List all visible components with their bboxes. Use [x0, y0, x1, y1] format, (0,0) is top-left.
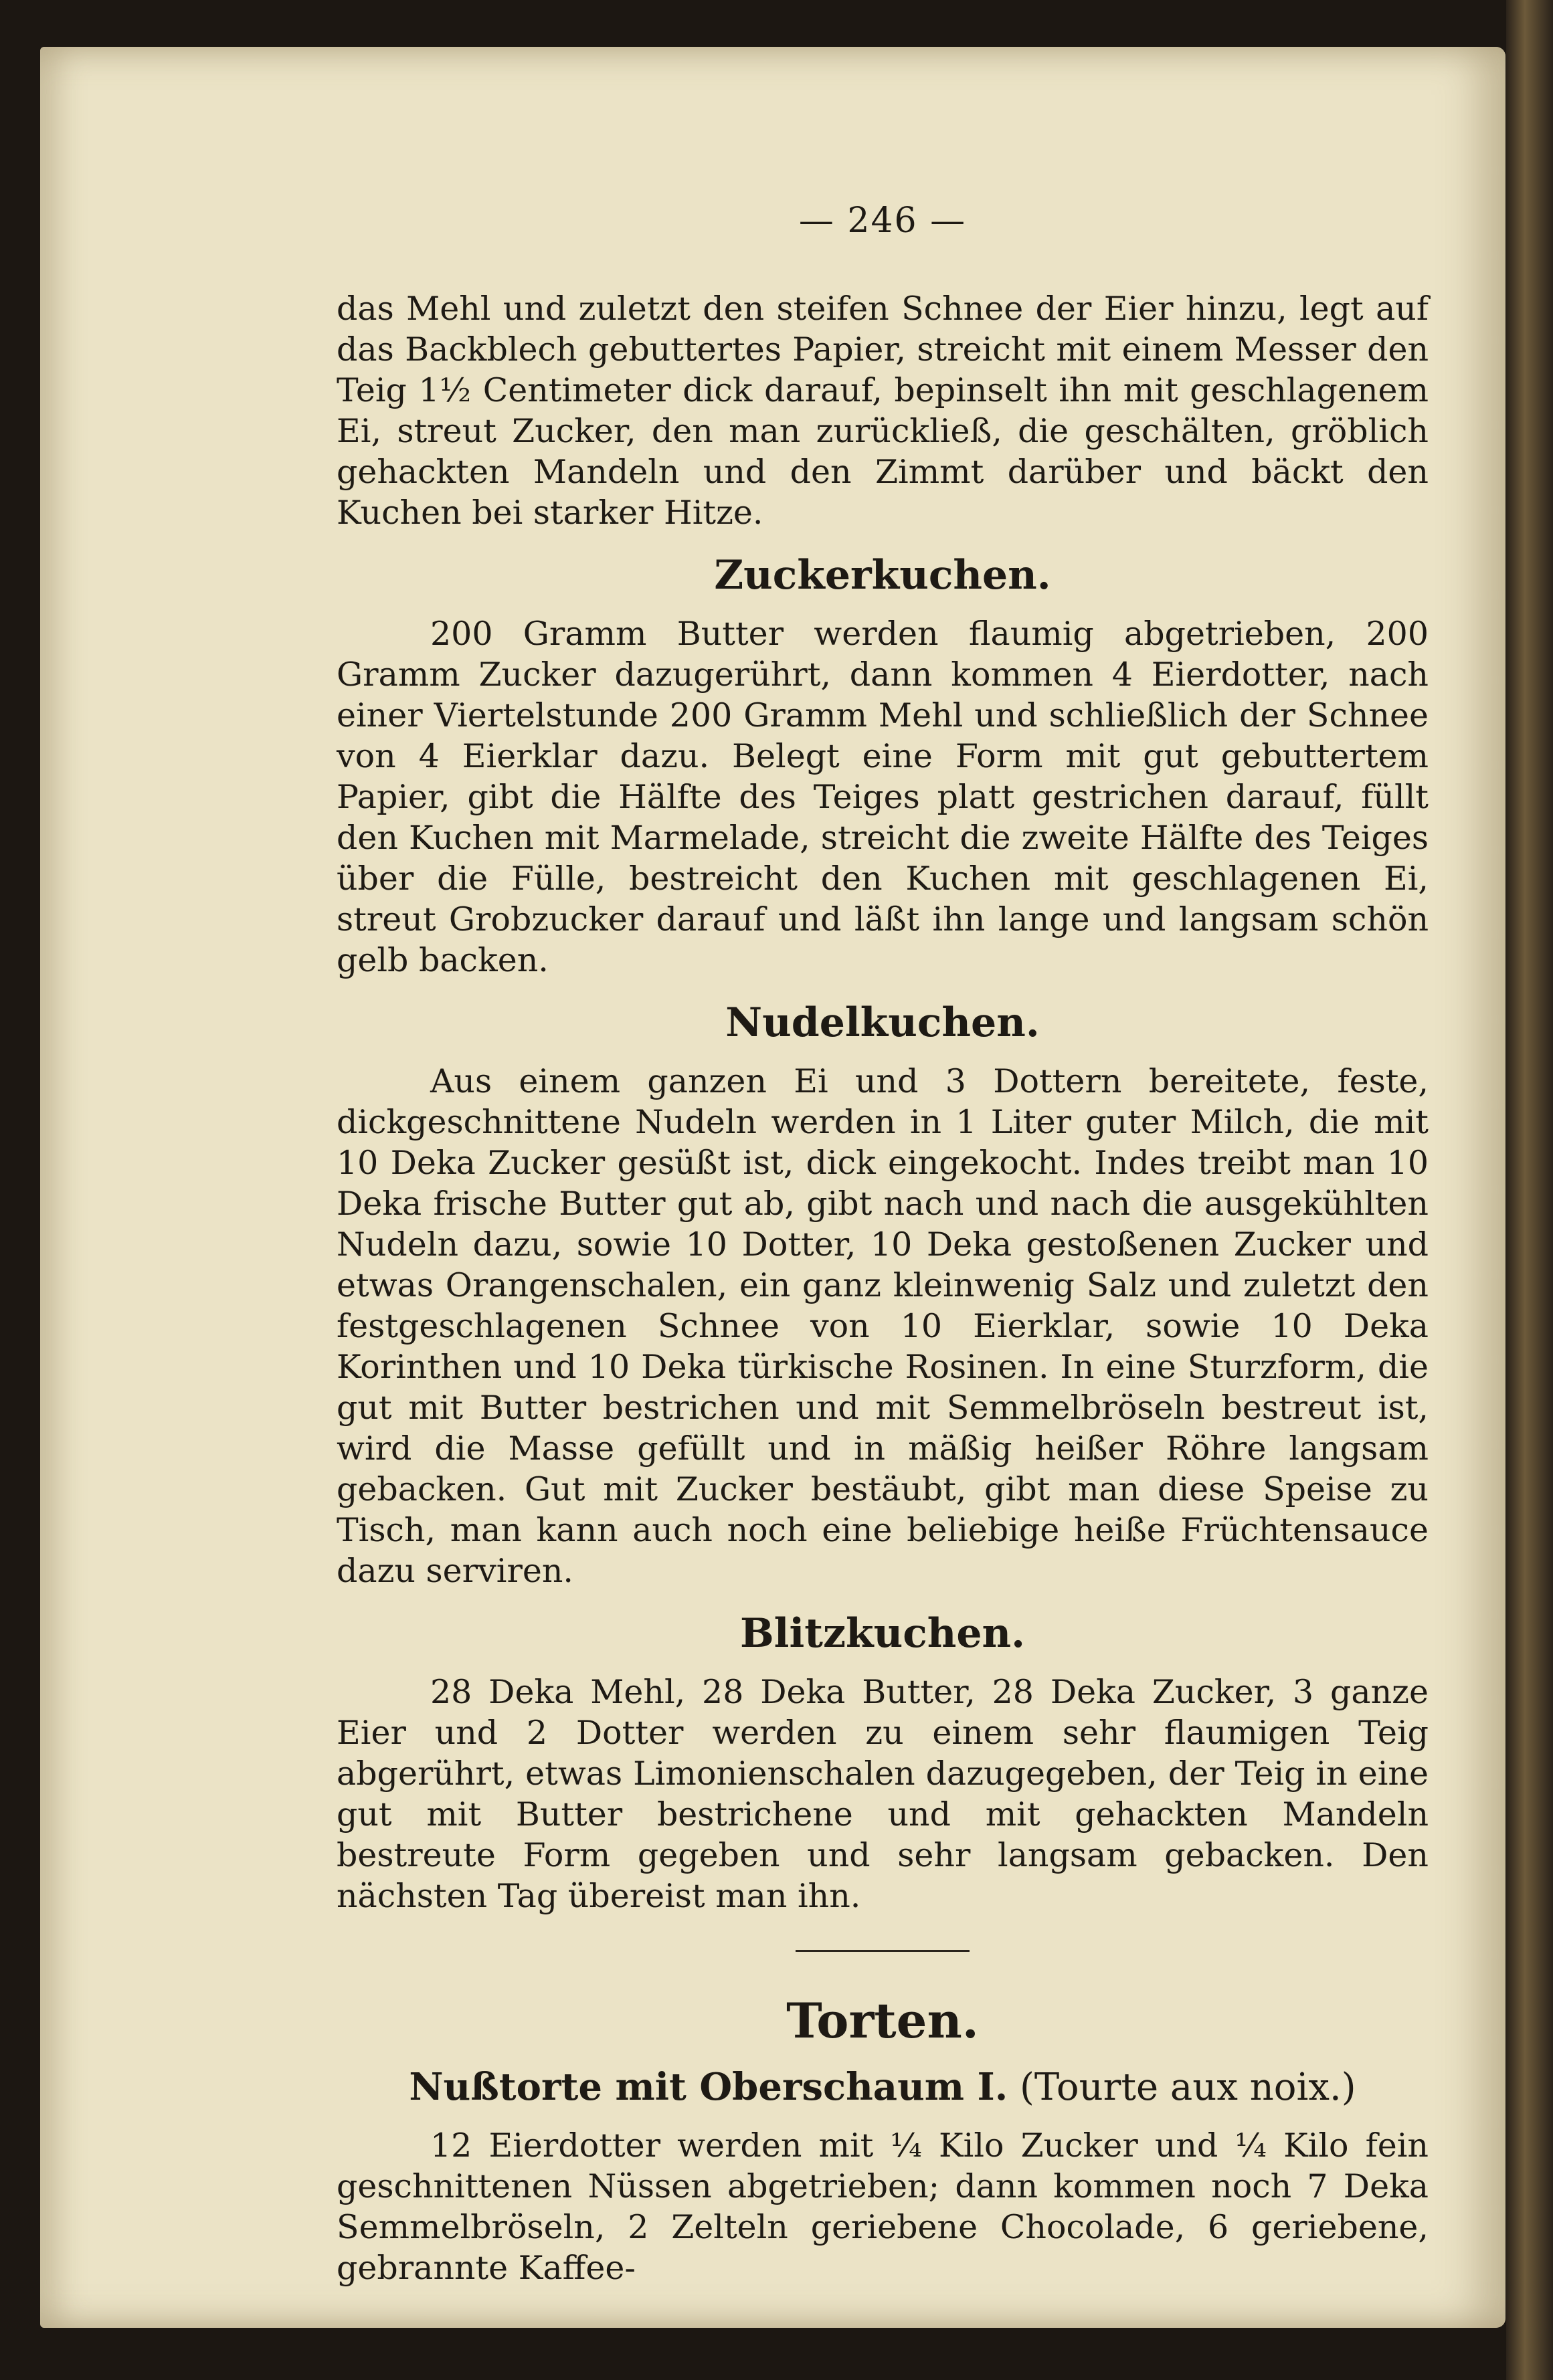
subtitle-german: Nußtorte mit Oberschaum I.: [409, 2065, 1008, 2109]
paragraph-blitzkuchen: 28 Deka Mehl, 28 Deka Butter, 28 Deka Zucker, 3 ganze Eier und 2 Dotter werden zu einem sehr flaumigen Teig abgerührt, etwas Limonienschalen dazugegeben, der Teig in eine gut mit Butter bestrichene und mit gehackten Mandeln bestreute Form gegeben und sehr langsam gebacken. Den nächsten Tag übereist man ihn.: [337, 1673, 1429, 1915]
recipe-subtitle: [337, 2063, 1429, 2112]
paragraph-nudelkuchen: Aus einem ganzen Ei und 3 Dottern bereitete, feste, dickgeschnittene Nudeln werden in 1 Liter guter Milch, die mit 10 Deka Zucker gesüßt ist, dick eingekocht. Indes treibt man 10 Deka frische Butter gut ab, gibt nach und nach die ausgekühlten Nudeln dazu, sowie 10 Dotter, 10 Deka gestoßenen Zucker und etwas Orangenschalen, ein ganz kleinwenig Salz und zuletzt den festgeschlagenen Schnee von 10 Eierklar, sowie 10 Deka Korinthen und 10 Deka türkische Rosinen. In eine Sturzform, die gut mit Butter bestrichen und mit Semmelbröseln bestreut ist, wird die Masse gefüllt und in mäßig heißer Röhre langsam gebacken. Gut mit Zucker bestäubt, gibt man diese Speise zu Tisch, man kann auch noch eine beliebige heiße Früchtensauce dazu serviren.: [337, 1062, 1429, 1590]
heading-torten: Torten.: [786, 1992, 979, 2049]
book-binding: [1506, 0, 1553, 2380]
page-number: — 246 —: [798, 201, 967, 241]
page-text: [337, 201, 1429, 2288]
section-divider: [796, 1950, 970, 1952]
heading-blitzkuchen: Blitzkuchen.: [739, 1610, 1026, 1657]
paragraph-nusstorte: 12 Eierdotter werden mit ¼ Kilo Zucker und ¼ Kilo fein geschnittenen Nüssen abgetrieben; dann kommen noch 7 Deka Semmelbröseln, 2 Zelteln geriebene Chocolade, 6 geriebene, gebrannte Kaffee-: [337, 2126, 1429, 2287]
paragraph-zuckerkuchen: 200 Gramm Butter werden flaumig abgetrieben, 200 Gramm Zucker dazugerührt, dann kommen 4 Eierdotter, nach einer Viertelstunde 200 Gramm Mehl und schließlich der Schnee von 4 Eierklar dazu. Belegt eine Form mit gut gebuttertem Papier, gibt die Hälfte des Teiges platt gestrichen darauf, füllt den Kuchen mit Marmelade, streicht die zweite Hälfte des Teiges über die Fülle, bestreicht den Kuchen mit geschlagenen Ei, streut Grobzucker darauf und läßt ihn lange und langsam schön gelb backen.: [337, 615, 1429, 979]
heading-nudelkuchen: Nudelkuchen.: [725, 999, 1040, 1046]
heading-zuckerkuchen: Zuckerkuchen.: [714, 552, 1051, 599]
paragraph-continued: das Mehl und zuletzt den steifen Schnee der Eier hinzu, legt auf das Backblech gebuttertes Papier, streicht mit einem Messer den Teig 1½ Centimeter dick darauf, bepinselt ihn mit geschlagenem Ei, streut Zucker, den man zurückließ, die geschälten, gröblich gehackten Mandeln und den Zimmt darüber und bäckt den Kuchen bei starker Hitze.: [337, 290, 1429, 532]
subtitle-french: (Tourte aux noix.): [1020, 2066, 1356, 2109]
